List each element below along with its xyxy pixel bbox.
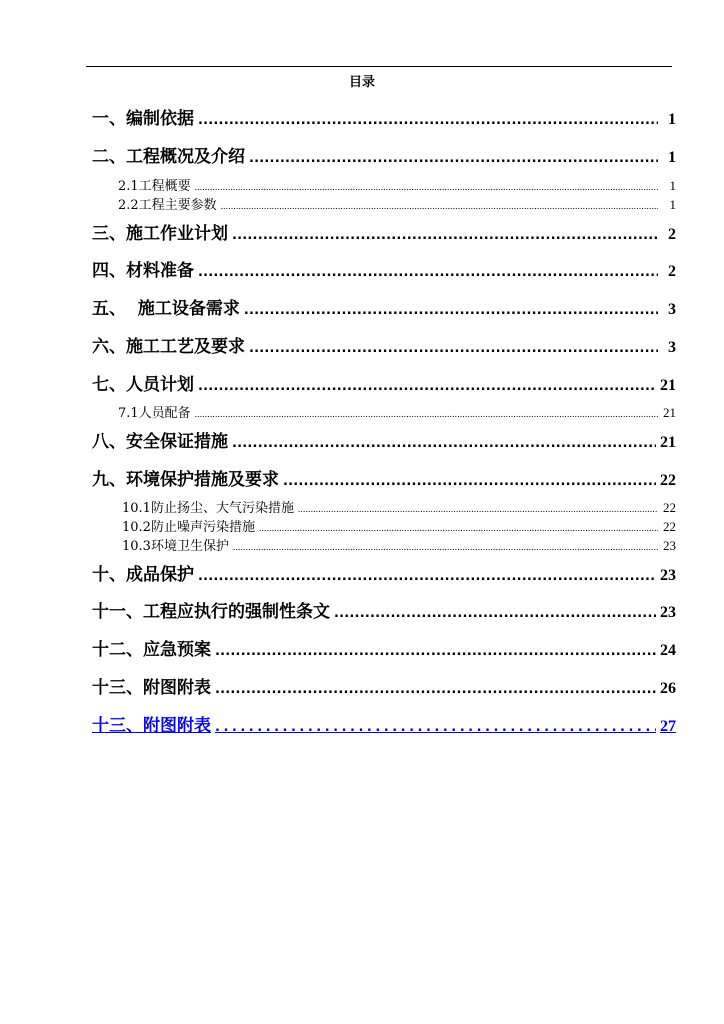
toc-entry-title: 十一、工程应执行的强制性条文 [92,602,330,622]
toc-entry[interactable] [92,562,676,588]
toc-subentry[interactable] [118,404,676,422]
toc-leader-dots [221,197,658,215]
toc-entry-page: 24 [660,642,676,659]
toc-entry[interactable] [92,467,676,493]
toc-entry-page: 23 [663,538,676,553]
header-rule [86,66,672,67]
toc-leader-dots [198,564,656,590]
toc-leader-dots [215,639,656,665]
toc-entry-title: 八、安全保证措施 [92,432,228,452]
toc-entry-page: 23 [660,567,676,584]
toc-leader-dots [232,431,656,457]
toc-leader-dots [232,223,658,249]
toc-entry-title: 十三、附图附表 [92,678,211,698]
toc-entry-page: 1 [668,111,676,128]
toc-entry-title: 六、施工工艺及要求 [92,337,245,357]
toc-entry[interactable] [92,599,676,625]
toc-subentry[interactable] [118,177,676,195]
toc-entry-title: 五、 施工设备需求 [92,299,240,319]
toc-leader-dots [198,374,656,400]
toc-entry[interactable] [92,334,676,360]
toc-entry[interactable] [92,144,676,170]
toc-entry[interactable] [92,675,676,701]
toc-entry-page: 2 [668,263,676,280]
toc-leader-dots [198,260,658,286]
toc-subentry[interactable] [122,537,676,555]
toc-entry-title: 二、工程概况及介绍 [92,147,245,167]
toc-leader-dots [198,108,658,134]
toc-entry-page: 22 [663,500,676,515]
toc-entry[interactable] [92,429,676,455]
toc-entry-title: 2.1工程概要 [118,179,191,194]
toc-leader-dots [215,677,656,703]
toc-leader-dots [259,519,658,537]
toc-entry-page: 26 [660,680,676,697]
toc-entry-title: 7.1人员配备 [118,406,191,421]
toc-entry-page: 3 [668,339,676,356]
toc-entry-page: 2 [668,226,676,243]
toc-entry-title: 三、施工作业计划 [92,224,228,244]
toc-entry-title: 一、编制依据 [92,109,194,129]
toc-entry-title: 2.2工程主要参数 [118,198,217,213]
toc-leader-dots [244,298,658,324]
toc-entry-page: 21 [660,377,676,394]
toc-entry-title: 十三、附图附表 [92,716,211,736]
toc-leader-dots [195,405,658,423]
toc-entry[interactable] [92,258,676,284]
toc-entry[interactable] [92,637,676,663]
toc-entry-page: 21 [663,405,676,420]
toc-entry[interactable] [92,372,676,398]
toc-entry-page: 1 [669,178,676,193]
toc-entry[interactable] [92,296,676,322]
toc-entry-page: 1 [669,197,676,212]
toc-entry-title: 十、成品保护 [92,565,194,585]
toc-leader-dots [195,178,658,196]
toc-entry-link[interactable] [92,713,676,739]
toc-title: 目录 [348,75,375,90]
toc-entry-page: 27 [660,718,676,735]
toc-entry-title: 十二、应急预案 [92,640,211,660]
toc-leader-dots [283,469,656,495]
toc-entry[interactable] [92,221,676,247]
toc-entry[interactable] [92,106,676,132]
toc-entry-title: 10.1防止扬尘、大气污染措施 [122,501,294,516]
toc-entry-title: 10.3环境卫生保护 [122,539,229,554]
toc-entry-page: 3 [668,301,676,318]
toc-leader-dots [249,146,658,172]
toc-entry-page: 21 [660,434,676,451]
toc-leader-dots [233,538,658,556]
toc-subentry[interactable] [122,518,676,536]
toc-entry-title: 七、人员计划 [92,375,194,395]
toc-leader-dots [249,336,658,362]
toc-entry-page: 22 [660,472,676,489]
toc-leader-dots [215,715,656,741]
toc-entry-page: 1 [668,149,676,166]
toc-subentry[interactable] [118,196,676,214]
toc-leader-dots [334,601,656,627]
toc-leader-dots [298,500,658,518]
toc-subentry[interactable] [122,499,676,517]
toc-entry-page: 22 [663,519,676,534]
toc-entry-title: 四、材料准备 [92,261,194,281]
toc-entry-title: 九、环境保护措施及要求 [92,470,279,490]
toc-entry-page: 23 [660,604,676,621]
toc-entry-title: 10.2防止噪声污染措施 [122,520,255,535]
